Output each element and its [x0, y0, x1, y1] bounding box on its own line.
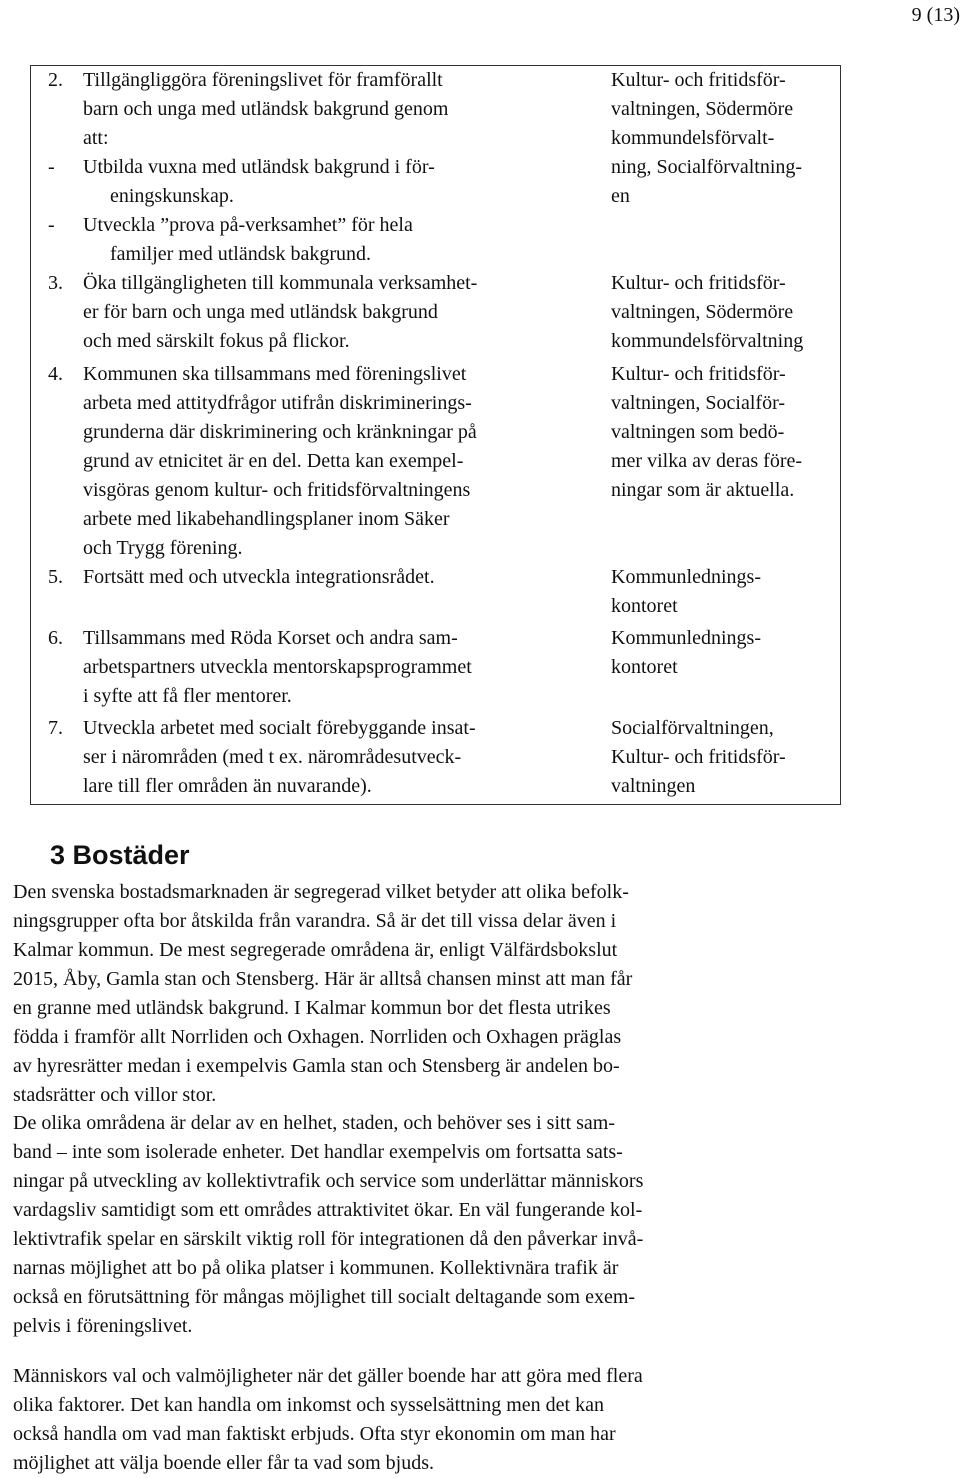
- item-text-line: och med särskilt fokus på flickor.: [83, 330, 350, 352]
- responsible-line: Kultur- och fritidsför-: [611, 69, 786, 91]
- item-text-line: Utveckla arbetet med socialt förebyggande insat-: [83, 717, 476, 739]
- item-text-line: Tillsammans med Röda Korset och andra sam-: [83, 627, 458, 649]
- paragraph-line: pelvis i föreningslivet.: [13, 1315, 193, 1337]
- responsible-line: Kommunlednings-: [611, 566, 761, 588]
- responsible-line: Kultur- och fritidsför-: [611, 746, 786, 768]
- item-number: 2.: [48, 69, 63, 91]
- item-text-line: Öka tillgängligheten till kommunala verksamhet-: [83, 272, 478, 294]
- item-text-line: grunderna där diskriminering och kränkningar på: [83, 421, 477, 443]
- paragraph-line: av hyresrätter medan i exempelvis Gamla stan och Stensberg är andelen bo-: [13, 1055, 620, 1077]
- responsible-line: Socialförvaltningen,: [611, 717, 774, 739]
- item-text: [83, 269, 600, 356]
- sub-item-text: [83, 153, 600, 211]
- paragraph-line: stadsrätter och villor stor.: [13, 1084, 217, 1106]
- item-number: 5.: [48, 566, 63, 588]
- paragraph-2: [13, 1109, 833, 1341]
- action-cell: [31, 624, 601, 714]
- paragraph-line: De olika områdena är delar av en helhet, staden, och behöver ses i sitt sam-: [13, 1112, 616, 1134]
- item-text-line: i syfte att få fler mentorer.: [83, 685, 292, 707]
- item-text-line: Kommunen ska tillsammans med föreningslivet: [83, 363, 467, 385]
- item-text-line: grund av etnicitet är en del. Detta kan exempel-: [83, 450, 464, 472]
- responsible-line: mer vilka av deras före-: [611, 450, 803, 472]
- responsible-line: valtningen, Södermöre: [611, 301, 794, 323]
- sub-item: [48, 211, 600, 269]
- item-number: 7.: [48, 717, 63, 739]
- responsible-cell: [600, 66, 841, 270]
- action-cell: [31, 563, 601, 624]
- paragraph-line: också en förutsättning för mångas möjlighet till socialt deltagande som exem-: [13, 1286, 636, 1308]
- paragraph-line: olika faktorer. Det kan handla om inkomst och sysselsättning men det kan: [13, 1394, 604, 1416]
- paragraph-line: ningsgrupper ofta bor åtskilda från varandra. Så är det till vissa delar även i: [13, 910, 617, 932]
- paragraph-line: Den svenska bostadsmarknaden är segregerad vilket betyder att olika befolk-: [13, 881, 629, 903]
- action-cell: [31, 66, 601, 270]
- table-row: [31, 714, 841, 805]
- responsible-line: Kultur- och fritidsför-: [611, 272, 786, 294]
- item-text: [83, 360, 600, 563]
- section-heading: 3 Bostäder: [50, 840, 190, 870]
- item-text-line: ser i närområden (med t ex. närområdesutveck-: [83, 746, 462, 768]
- paragraph-line: 2015, Åby, Gamla stan och Stensberg. Här är alltså chansen minst att man får: [13, 968, 633, 990]
- page-number: 9 (13): [911, 4, 960, 26]
- item-number: 3.: [48, 272, 63, 294]
- action-item: [48, 714, 600, 801]
- item-text-line: Tillgängliggöra föreningslivet för framförallt: [83, 69, 443, 91]
- item-text-line: barn och unga med utländsk bakgrund genom: [83, 98, 449, 120]
- sub-item-line: eningskunskap.: [110, 185, 234, 207]
- item-text-line: arbete med likabehandlingsplaner inom Säker: [83, 508, 450, 530]
- action-cell: [31, 360, 601, 563]
- dash-marker: -: [48, 214, 55, 236]
- sub-item-line: Utbilda vuxna med utländsk bakgrund i för-: [83, 156, 435, 178]
- action-item: [48, 66, 600, 269]
- action-item: [48, 563, 600, 592]
- item-number: 4.: [48, 363, 63, 385]
- paragraph-line: en granne med utländsk bakgrund. I Kalmar kommun bor det flesta utrikes: [13, 997, 611, 1019]
- responsible-line: valtningen: [611, 775, 696, 797]
- responsible-line: kommundelsförvaltning: [611, 330, 804, 352]
- action-item: [48, 269, 600, 356]
- item-text-line: lare till fler områden än nuvarande).: [83, 775, 372, 797]
- responsible-line: ningar som är aktuella.: [611, 479, 795, 501]
- table-row: [31, 624, 841, 714]
- paragraph-line: möjlighet att välja boende eller får ta vad som bjuds.: [13, 1452, 434, 1474]
- responsible-line: kommundelsförvalt-: [611, 127, 775, 149]
- responsible-line: en: [611, 185, 630, 207]
- responsible-line: valtningen, Socialför-: [611, 392, 785, 414]
- responsible-line: ning, Socialförvaltning-: [611, 156, 803, 178]
- responsible-cell: [600, 360, 841, 563]
- responsible-line: Kultur- och fritidsför-: [611, 363, 786, 385]
- item-text-line: arbeta med attitydfrågor utifrån diskriminerings-: [83, 392, 472, 414]
- table-row: [31, 269, 841, 360]
- responsible-line: valtningen som bedö-: [611, 421, 785, 443]
- responsible-line: Kommunlednings-: [611, 627, 761, 649]
- action-item: [48, 360, 600, 563]
- table-row: [31, 563, 841, 624]
- item-number: 6.: [48, 627, 63, 649]
- action-item: [48, 624, 600, 711]
- item-text-line: er för barn och unga med utländsk bakgrund: [83, 301, 438, 323]
- table-row: [31, 66, 841, 270]
- action-cell: [31, 714, 601, 805]
- action-cell: [31, 269, 601, 360]
- item-text-line: arbetspartners utveckla mentorskapsprogrammet: [83, 656, 472, 678]
- responsible-line: valtningen, Södermöre: [611, 98, 794, 120]
- responsible-cell: [600, 269, 841, 360]
- sub-item: [48, 153, 600, 211]
- table-row: [31, 360, 841, 563]
- responsible-line: kontoret: [611, 595, 678, 617]
- paragraph-line: Människors val och valmöjligheter när det gäller boende har att göra med flera: [13, 1365, 643, 1387]
- sub-item-line: familjer med utländsk bakgrund.: [110, 243, 372, 265]
- responsible-line: kontoret: [611, 656, 678, 678]
- paragraph-line: lektivtrafik spelar en särskilt viktig roll för integrationen då den påverkar invå-: [13, 1228, 644, 1250]
- item-text-line: och Trygg förening.: [83, 537, 243, 559]
- paragraph-line: narnas möjlighet att bo på olika platser i kommunen. Kollektivnära trafik är: [13, 1257, 619, 1279]
- paragraph-1: [13, 878, 833, 1110]
- item-text-line: visgöras genom kultur- och fritidsförvaltningens: [83, 479, 471, 501]
- responsible-cell: [600, 624, 841, 714]
- sub-item-text: [83, 211, 600, 269]
- paragraph-line: ningar på utveckling av kollektivtrafik och service som underlättar människors: [13, 1170, 644, 1192]
- item-text-line: Fortsätt med och utveckla integrationsrådet.: [83, 566, 435, 588]
- item-text: [48, 66, 600, 269]
- paragraph-line: också handla om vad man faktiskt erbjuds. Ofta styr ekonomin om man har: [13, 1423, 616, 1445]
- item-text: [83, 714, 600, 801]
- sub-item-line: Utveckla ”prova på-verksamhet” för hela: [83, 214, 413, 236]
- action-table: [30, 65, 841, 805]
- item-text: [83, 563, 600, 592]
- paragraph-line: band – inte som isolerade enheter. Det handlar exempelvis om fortsatta sats-: [13, 1141, 623, 1163]
- paragraph-line: Kalmar kommun. De mest segregerade områdena är, enligt Välfärdsbokslut: [13, 939, 618, 961]
- item-text: [83, 624, 600, 711]
- paragraph-line: födda i framför allt Norrliden och Oxhagen. Norrliden och Oxhagen präglas: [13, 1026, 622, 1048]
- paragraph-3: [13, 1362, 833, 1478]
- responsible-cell: [600, 563, 841, 624]
- dash-marker: -: [48, 156, 55, 178]
- responsible-cell: [600, 714, 841, 805]
- item-text-line: att:: [83, 127, 109, 149]
- paragraph-line: vardagsliv samtidigt som ett områdes attraktivitet ökar. En väl fungerande kol-: [13, 1199, 643, 1221]
